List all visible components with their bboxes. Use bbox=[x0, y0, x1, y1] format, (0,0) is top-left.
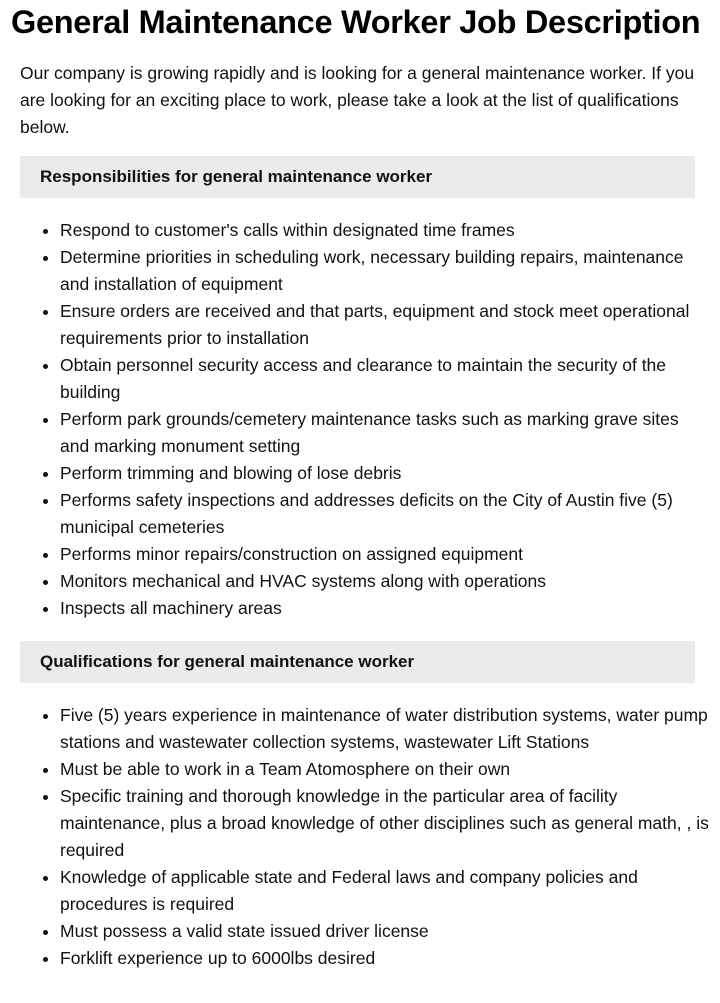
list-item: Ensure orders are received and that parts, equipment and stock meet operational requirements prior to installation bbox=[60, 298, 710, 352]
list-item: Knowledge of applicable state and Federal laws and company policies and procedures is required bbox=[60, 864, 710, 918]
qualifications-heading: Qualifications for general maintenance worker bbox=[20, 641, 695, 683]
list-item: Monitors mechanical and HVAC systems along with operations bbox=[60, 568, 710, 595]
list-item: Forklift experience up to 6000lbs desired bbox=[60, 945, 710, 972]
page-title: General Maintenance Worker Job Description bbox=[11, 4, 701, 40]
list-item: Must be able to work in a Team Atomosphere on their own bbox=[60, 756, 710, 783]
list-item: Perform park grounds/cemetery maintenance tasks such as marking grave sites and marking monument setting bbox=[60, 406, 710, 460]
qualifications-list bbox=[20, 702, 710, 972]
responsibilities-list bbox=[20, 217, 710, 622]
list-item: Five (5) years experience in maintenance of water distribution systems, water pump stations and wastewater collection systems, wastewater Lift Stations bbox=[60, 702, 710, 756]
list-item: Inspects all machinery areas bbox=[60, 595, 710, 622]
list-item: Determine priorities in scheduling work, necessary building repairs, maintenance and installation of equipment bbox=[60, 244, 710, 298]
list-item: Performs minor repairs/construction on assigned equipment bbox=[60, 541, 710, 568]
responsibilities-heading: Responsibilities for general maintenance worker bbox=[20, 156, 695, 198]
intro-paragraph: Our company is growing rapidly and is looking for a general maintenance worker. If you are looking for an exciting place to work, please take a look at the list of qualifications below. bbox=[20, 63, 695, 137]
list-item: Respond to customer's calls within designated time frames bbox=[60, 217, 710, 244]
list-item: Perform trimming and blowing of lose debris bbox=[60, 460, 710, 487]
list-item: Obtain personnel security access and clearance to maintain the security of the building bbox=[60, 352, 710, 406]
list-item: Specific training and thorough knowledge in the particular area of facility maintenance, plus a broad knowledge of other disciplines such as general math, , is required bbox=[60, 783, 710, 864]
list-item: Must possess a valid state issued driver license bbox=[60, 918, 710, 945]
list-item: Performs safety inspections and addresses deficits on the City of Austin five (5) municipal cemeteries bbox=[60, 487, 710, 541]
